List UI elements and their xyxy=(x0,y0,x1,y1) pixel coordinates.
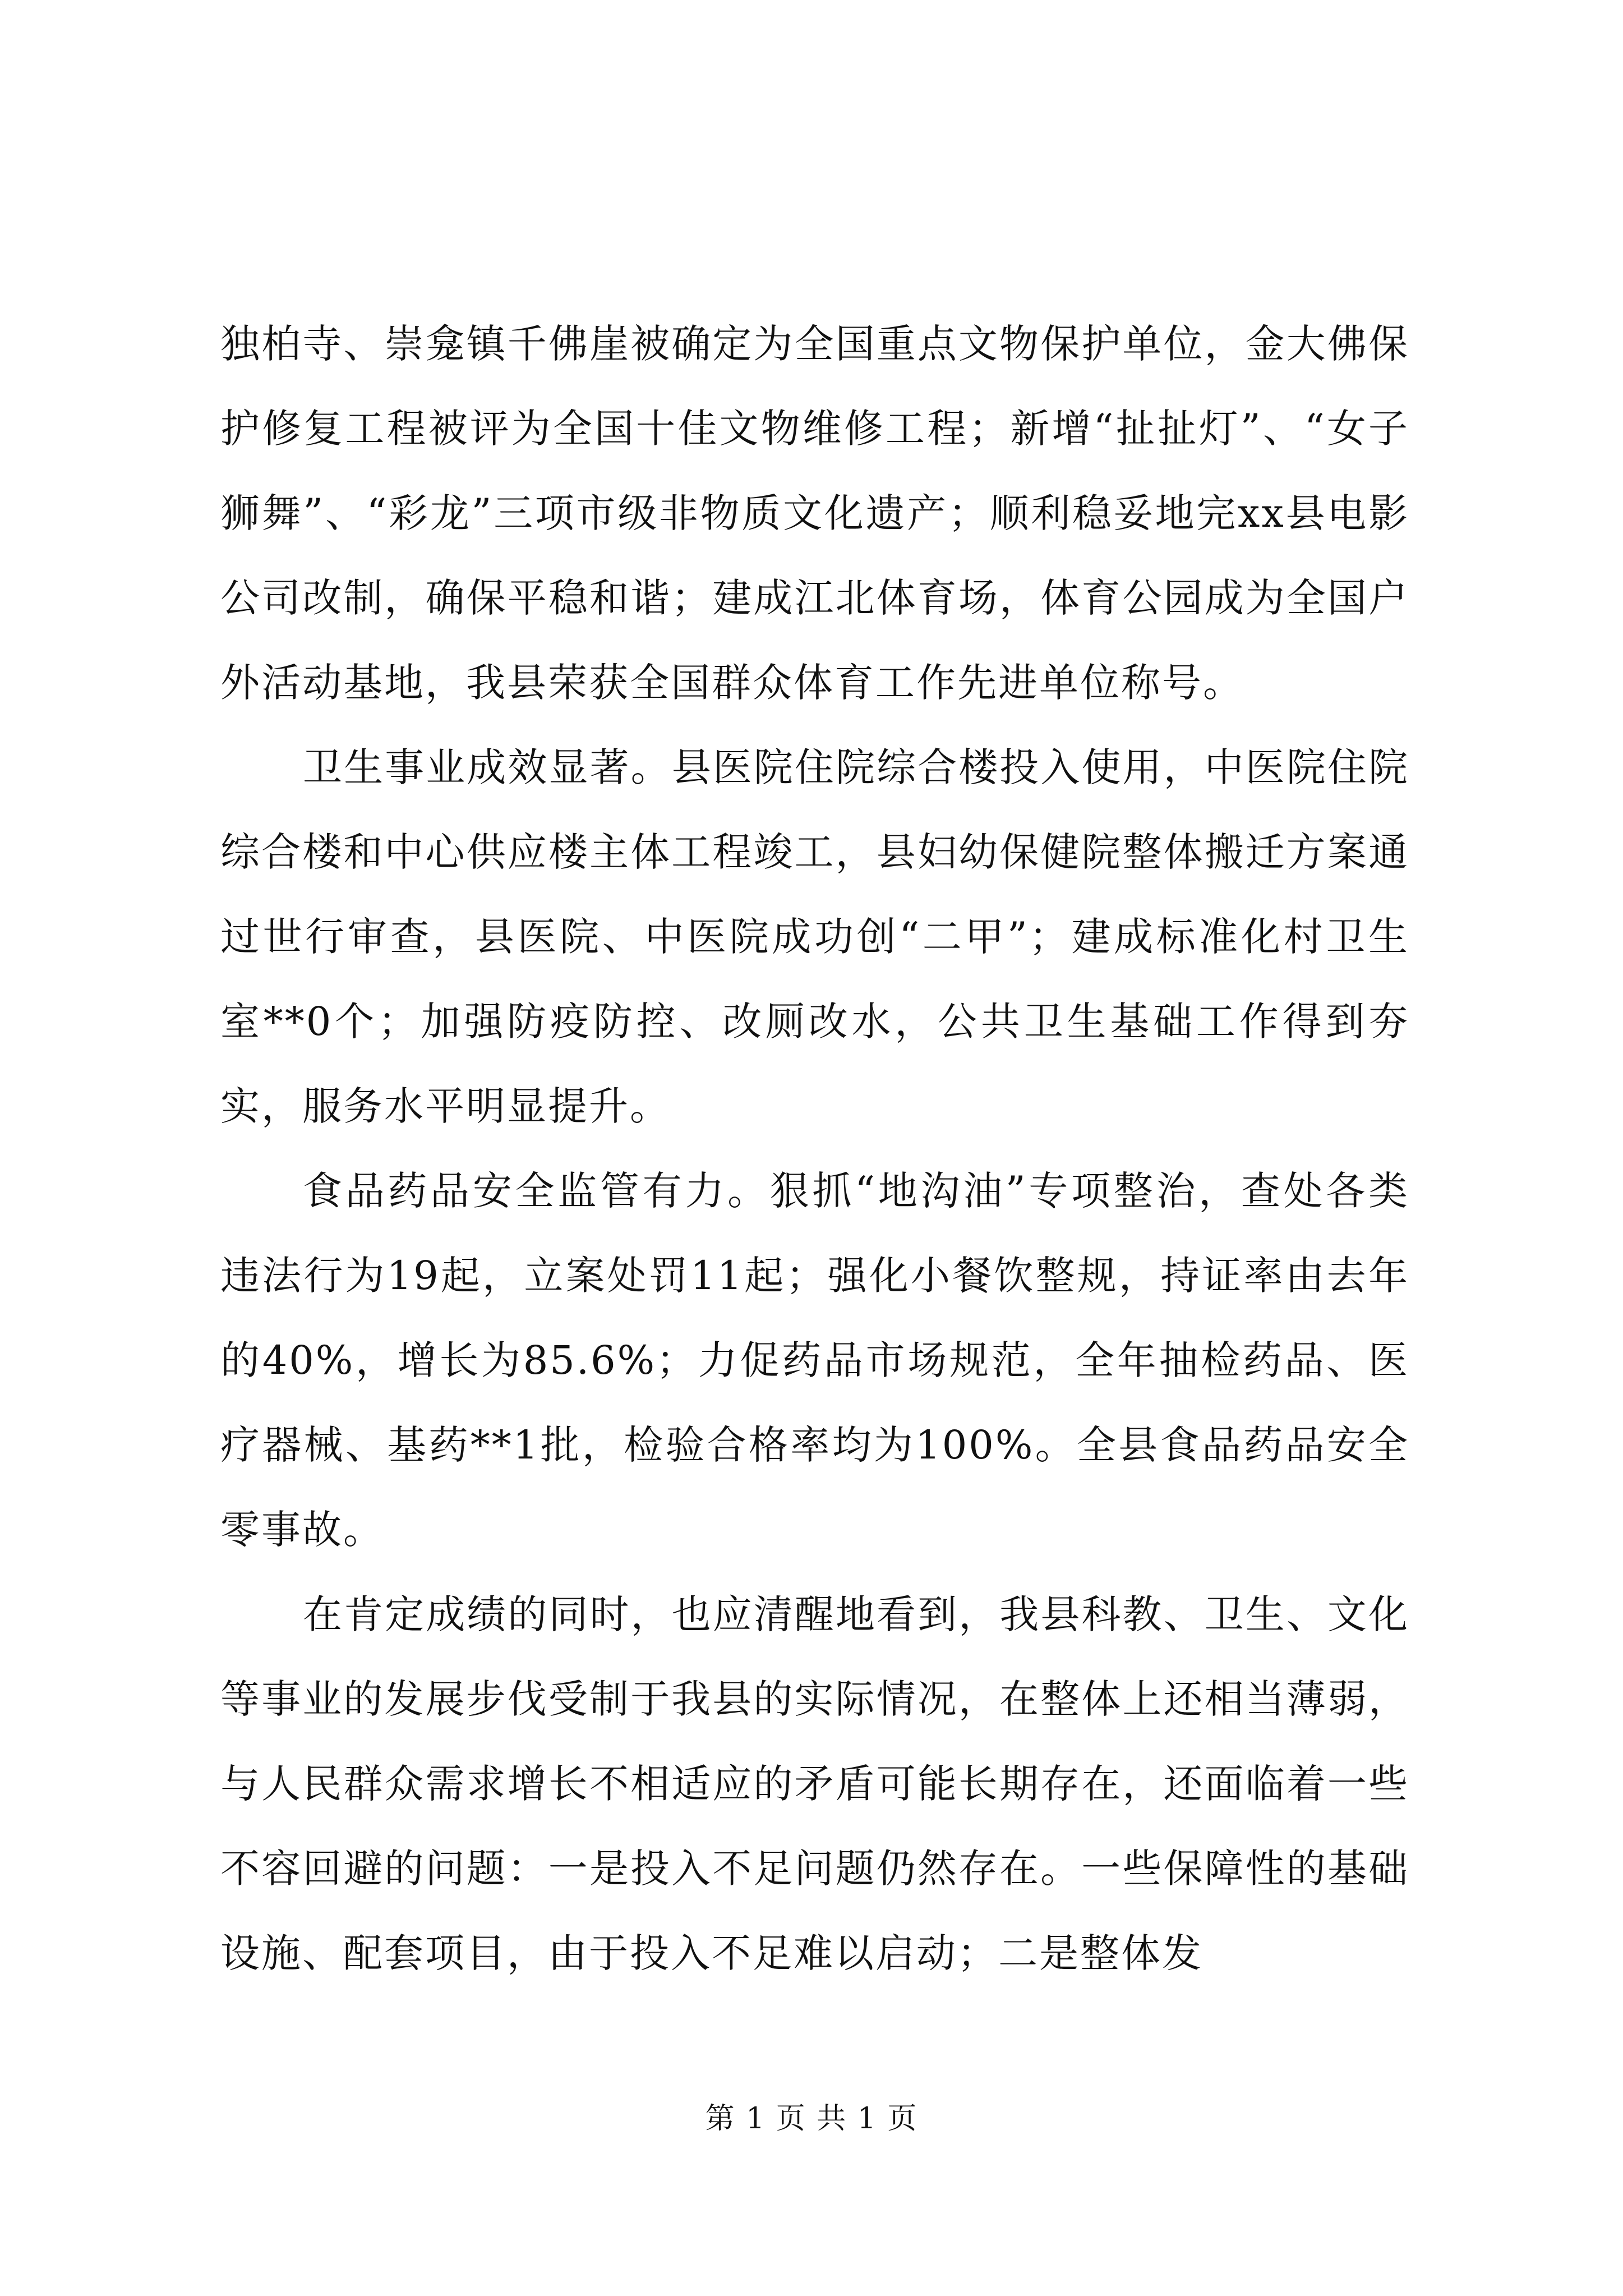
paragraph-health: 卫生事业成效显著。县医院住院综合楼投入使用，中医院住院综合楼和中心供应楼主体工程竣工，县妇幼保健院整体搬迁方案通过世行审查，县医院、中医院成功创“二甲”；建成标准化村卫生室**0个；加强防疫防控、改厕改水，公共卫生基础工作得到夯实，服务水平明显提升。 xyxy=(220,744,1409,1129)
paragraph-heritage: 独柏寺、崇龛镇千佛崖被确定为全国重点文物保护单位，金大佛保护修复工程被评为全国十佳文物维修工程；新增“扯扯灯”、“女子狮舞”、“彩龙”三项市级非物质文化遗产；顺利稳妥地完xx县电影公司改制，确保平稳和谐；建成江北体育场，体育公园成为全国户外活动基地，我县荣获全国群众体育工作先进单位称号。 xyxy=(220,321,1409,706)
paragraph-food-drug-safety: 食品药品安全监管有力。狠抓“地沟油”专项整治，查处各类违法行为19起，立案处罚11起；强化小餐饮整规，持证率由去年的40%，增长为85.6%；力促药品市场规范，全年抽检药品、医疗器械、基药**1批，检验合格率均为100%。全县食品药品安全零事故。 xyxy=(220,1168,1409,1553)
page-footer: 第 1 页 共 1 页 xyxy=(705,2102,918,2136)
document-body xyxy=(220,302,1409,1996)
paragraph-problems: 在肯定成绩的同时，也应清醒地看到，我县科教、卫生、文化等事业的发展步伐受制于我县的实际情况，在整体上还相当薄弱，与人民群众需求增长不相适应的矛盾可能长期存在，还面临着一些不容回避的问题：一是投入不足问题仍然存在。一些保障性的基础设施、配套项目，由于投入不足难以启动；二是整体发 xyxy=(220,1591,1409,1976)
